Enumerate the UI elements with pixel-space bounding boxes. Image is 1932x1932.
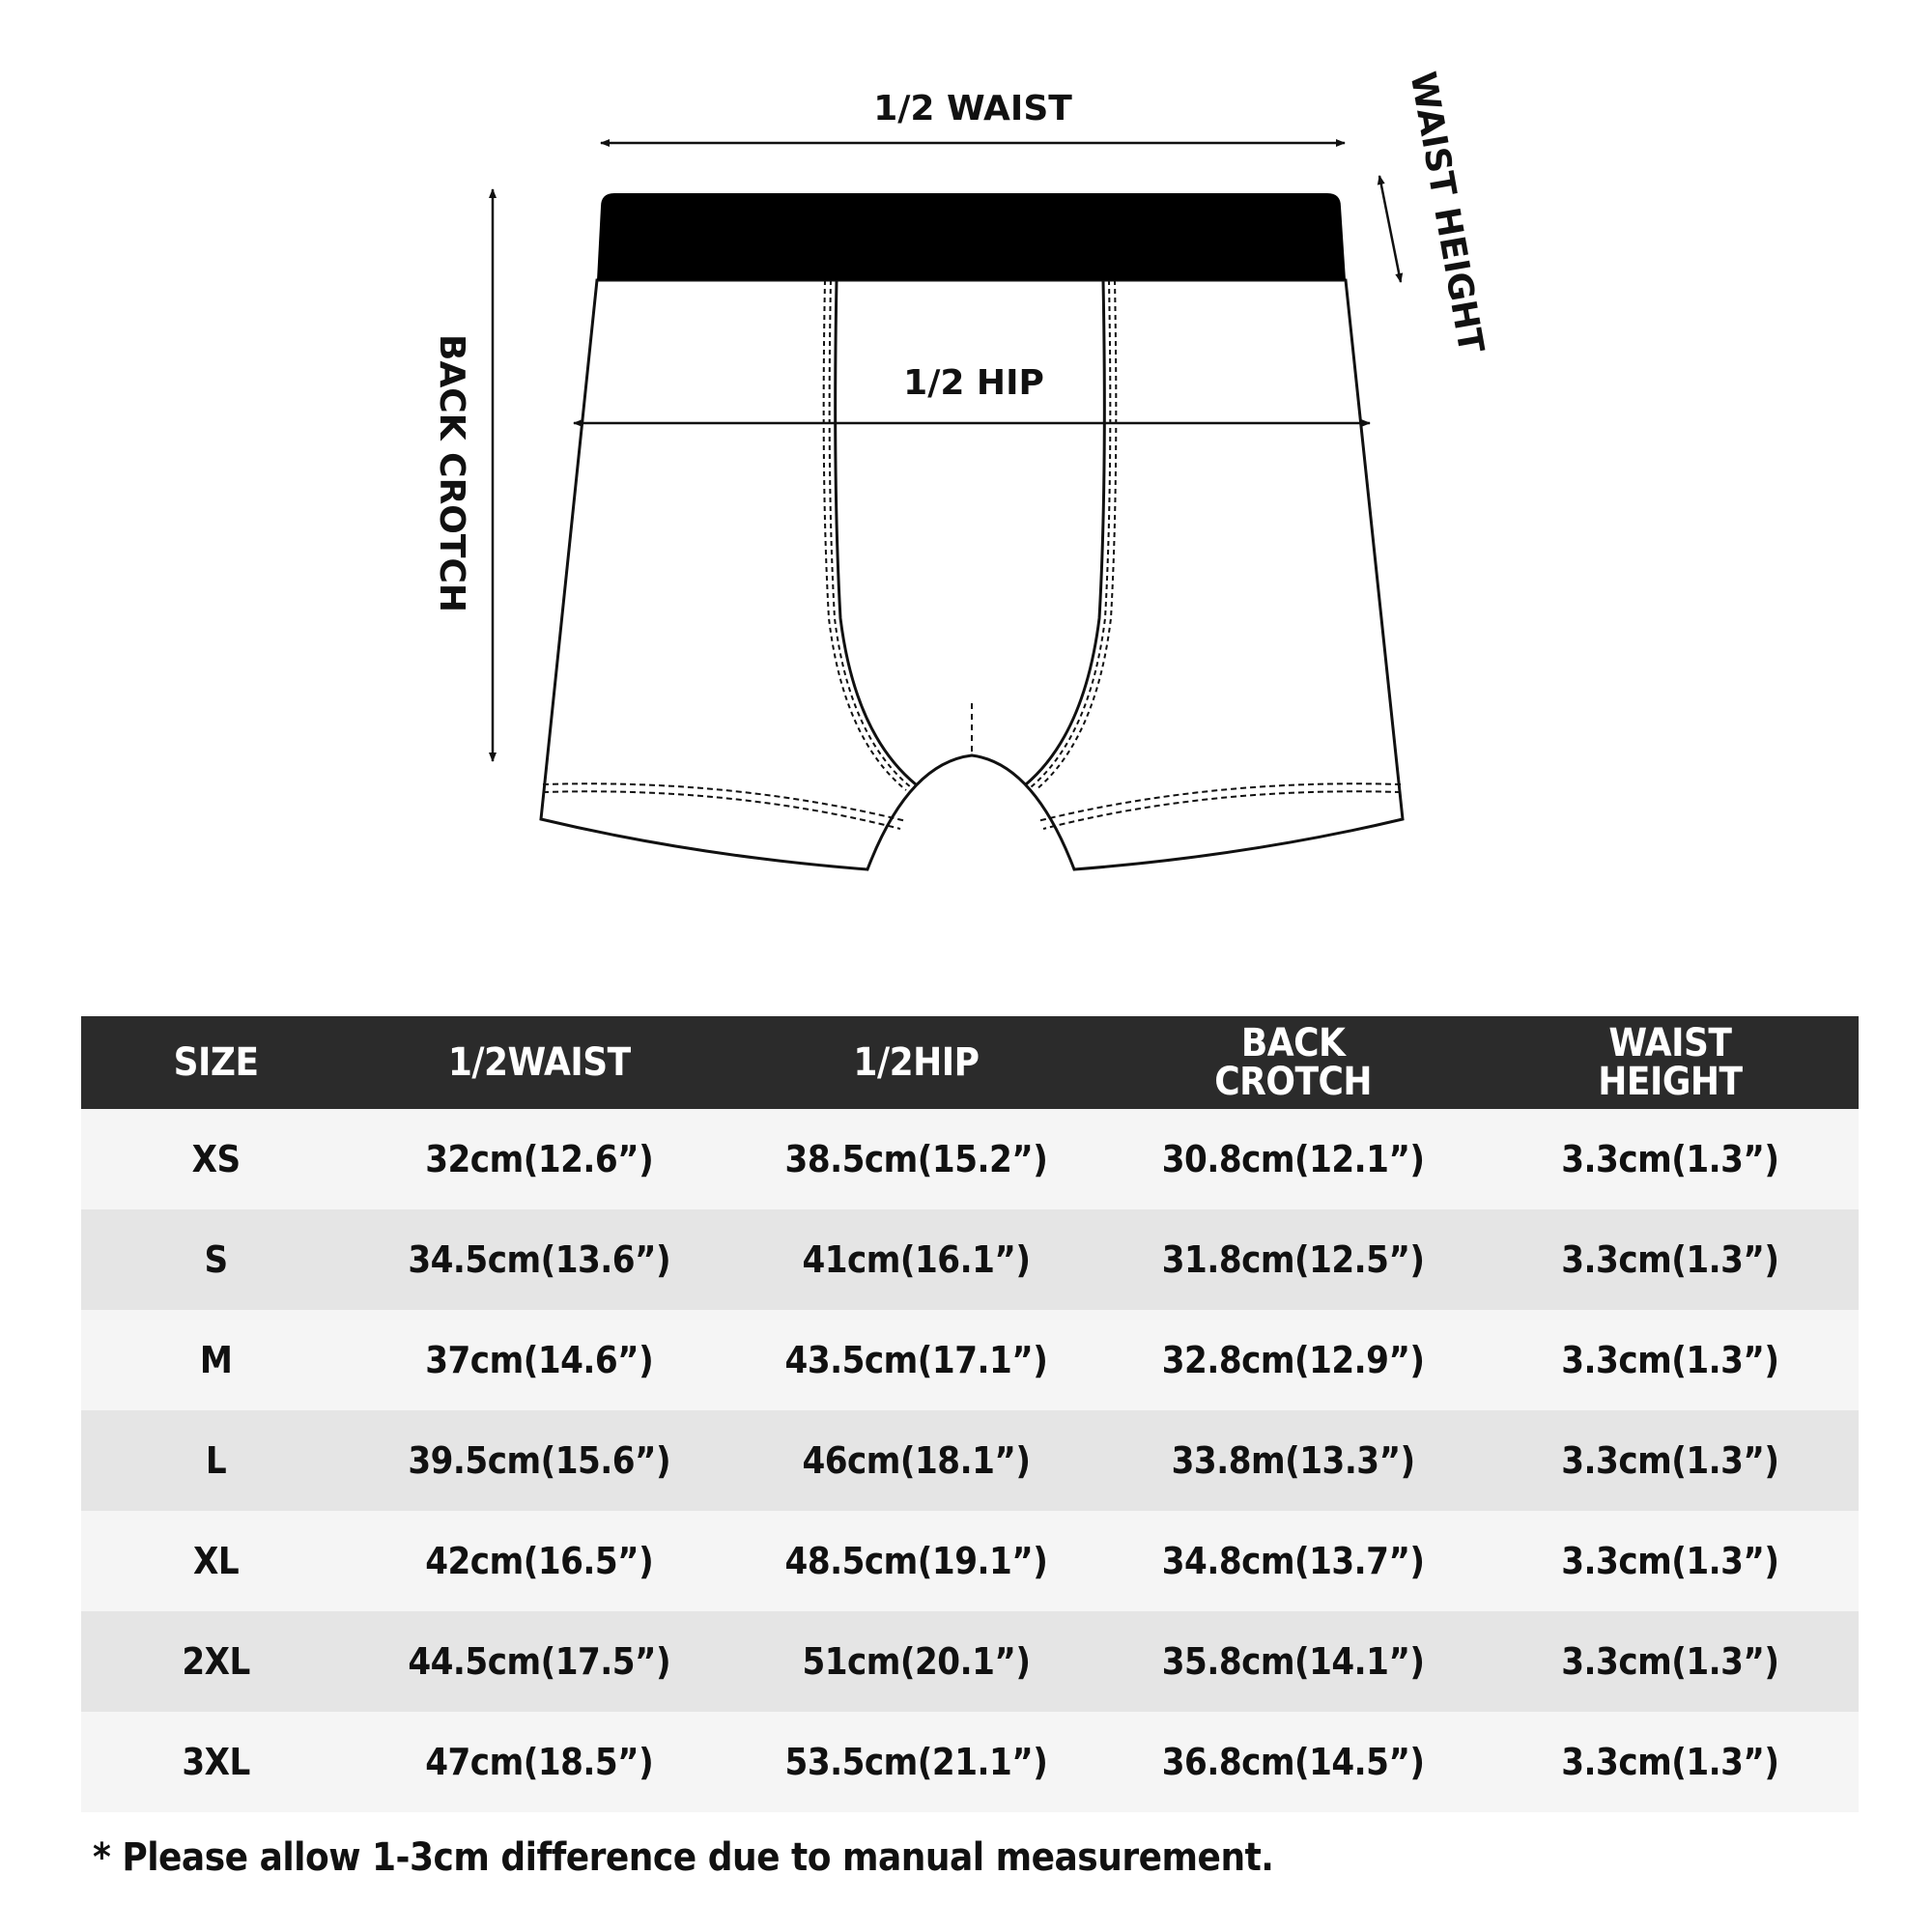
header-back-crotch (1105, 1016, 1482, 1109)
table-row (81, 1109, 1859, 1209)
cell-hip: 48.5cm(19.1”) (727, 1511, 1104, 1611)
cell-waist: 34.5cm(13.6”) (351, 1209, 727, 1310)
half-hip-label: 1/2 HIP (903, 363, 1044, 403)
cell-hip: 46cm(18.1”) (727, 1410, 1104, 1511)
header-waist-height-line2: HEIGHT (1598, 1060, 1743, 1104)
cell-waist-height: 3.3cm(1.3”) (1482, 1511, 1859, 1611)
cell-waist: 42cm(16.5”) (351, 1511, 727, 1611)
table-row (81, 1712, 1859, 1812)
header-waist-height-line1: WAIST (1608, 1021, 1732, 1065)
cell-size: L (81, 1410, 351, 1511)
cell-waist-height: 3.3cm(1.3”) (1482, 1611, 1859, 1712)
back-crotch-label: BACK CROTCH (432, 334, 471, 612)
measurement-footnote: * Please allow 1-3cm difference due to manual measurement. (93, 1835, 1274, 1880)
cell-hip: 43.5cm(17.1”) (727, 1310, 1104, 1410)
cell-waist: 32cm(12.6”) (351, 1109, 727, 1209)
cell-back-crotch: 33.8m(13.3”) (1105, 1410, 1482, 1511)
waistband (597, 193, 1346, 280)
size-chart-table (81, 1016, 1859, 1812)
header-waist-height (1482, 1016, 1859, 1109)
waist-height-label: WAIST HEIGHT (1402, 69, 1492, 356)
cell-waist-height: 3.3cm(1.3”) (1482, 1310, 1859, 1410)
header-back-crotch-line1: BACK (1240, 1021, 1346, 1065)
cell-waist: 44.5cm(17.5”) (351, 1611, 727, 1712)
cell-back-crotch: 32.8cm(12.9”) (1105, 1310, 1482, 1410)
cell-back-crotch: 36.8cm(14.5”) (1105, 1712, 1482, 1812)
cell-back-crotch: 30.8cm(12.1”) (1105, 1109, 1482, 1209)
cell-waist: 37cm(14.6”) (351, 1310, 727, 1410)
cell-size: M (81, 1310, 351, 1410)
cell-waist: 39.5cm(15.6”) (351, 1410, 727, 1511)
cell-size: XL (81, 1511, 351, 1611)
cell-hip: 38.5cm(15.2”) (727, 1109, 1104, 1209)
header-half-hip: 1/2HIP (727, 1016, 1104, 1109)
cell-back-crotch: 34.8cm(13.7”) (1105, 1511, 1482, 1611)
cell-back-crotch: 35.8cm(14.1”) (1105, 1611, 1482, 1712)
half-waist-label: 1/2 WAIST (873, 89, 1072, 128)
cell-waist: 47cm(18.5”) (351, 1712, 727, 1812)
table-header-row (81, 1016, 1859, 1109)
table-row (81, 1310, 1859, 1410)
header-size: SIZE (81, 1016, 351, 1109)
cell-size: 3XL (81, 1712, 351, 1812)
cell-size: S (81, 1209, 351, 1310)
table-row (81, 1410, 1859, 1511)
table-row (81, 1611, 1859, 1712)
cell-waist-height: 3.3cm(1.3”) (1482, 1109, 1859, 1209)
cell-hip: 51cm(20.1”) (727, 1611, 1104, 1712)
cell-waist-height: 3.3cm(1.3”) (1482, 1410, 1859, 1511)
header-back-crotch-line2: CROTCH (1214, 1060, 1373, 1104)
cell-back-crotch: 31.8cm(12.5”) (1105, 1209, 1482, 1310)
cell-waist-height: 3.3cm(1.3”) (1482, 1712, 1859, 1812)
cell-size: XS (81, 1109, 351, 1209)
table-row (81, 1209, 1859, 1310)
cell-waist-height: 3.3cm(1.3”) (1482, 1209, 1859, 1310)
header-half-waist: 1/2WAIST (351, 1016, 727, 1109)
table-row (81, 1511, 1859, 1611)
cell-hip: 53.5cm(21.1”) (727, 1712, 1104, 1812)
waist-height-arrow (1379, 176, 1401, 282)
cell-hip: 41cm(16.1”) (727, 1209, 1104, 1310)
cell-size: 2XL (81, 1611, 351, 1712)
